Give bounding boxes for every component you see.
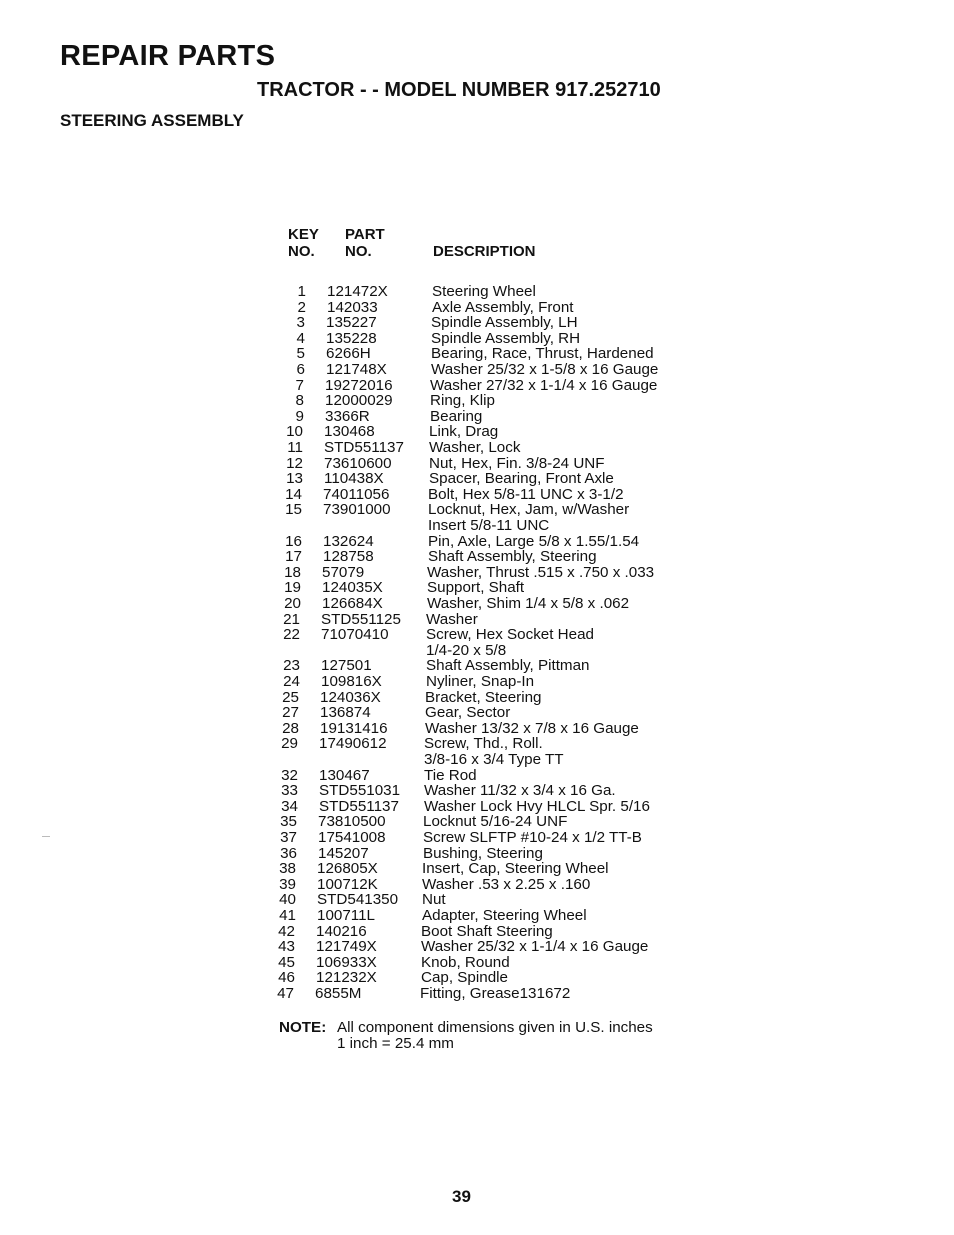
table-row — [279, 907, 702, 924]
part-number: 3366R — [325, 407, 370, 425]
part-description: Cap, Spindle — [421, 969, 508, 987]
part-header-line2: NO. — [345, 243, 372, 260]
part-number: 142033 — [327, 298, 378, 316]
part-description: Shaft Assembly, Pittman — [426, 657, 590, 675]
table-row — [282, 783, 702, 799]
part-number: 135228 — [326, 329, 377, 347]
key-number: 7 — [295, 376, 304, 394]
table-row — [282, 705, 702, 721]
table-row — [282, 393, 702, 409]
key-number: 45 — [278, 953, 295, 971]
table-row — [282, 736, 702, 752]
table-row — [282, 315, 702, 331]
table-row — [282, 565, 702, 581]
part-number: 110438X — [324, 470, 384, 488]
table-row — [282, 658, 702, 674]
table-row — [282, 346, 702, 362]
part-number: 74011056 — [323, 485, 390, 503]
key-number: 28 — [282, 719, 299, 737]
part-description: Spacer, Bearing, Front Axle — [429, 470, 614, 488]
part-description: Locknut, Hex, Jam, w/Washer — [428, 501, 630, 519]
part-description: Bushing, Steering — [423, 844, 543, 862]
table-row — [282, 502, 702, 518]
table-row — [282, 300, 702, 316]
part-description: Washer, Lock — [429, 439, 521, 456]
key-number: 41 — [279, 907, 296, 924]
key-header-line1: KEY — [288, 226, 319, 243]
part-description: Axle Assembly, Front — [432, 298, 574, 316]
part-description: Screw, Thd., Roll. — [424, 735, 543, 753]
part-description-line2: 3/8-16 x 3/4 Type TT — [424, 751, 564, 768]
part-description: Shaft Assembly, Steering — [428, 548, 597, 566]
key-number: 23 — [283, 657, 300, 675]
note-line2: 1 inch = 25.4 mm — [337, 1035, 454, 1052]
part-number: 140216 — [316, 922, 367, 940]
key-number: 42 — [278, 922, 295, 940]
key-number: 3 — [296, 314, 305, 332]
part-description: Bracket, Steering — [425, 688, 542, 706]
key-number: 12 — [286, 454, 303, 472]
part-description: Adapter, Steering Wheel — [422, 907, 587, 924]
part-description: Pin, Axle, Large 5/8 x 1.55/1.54 — [428, 532, 640, 550]
key-number: 1 — [297, 283, 306, 300]
key-number: 5 — [296, 345, 305, 363]
part-description: Link, Drag — [429, 423, 499, 441]
key-number: 32 — [281, 766, 298, 784]
part-number: 130467 — [319, 766, 370, 784]
table-row — [279, 875, 702, 893]
model-heading: TRACTOR - - MODEL NUMBER 917.252710 — [257, 79, 661, 101]
part-header-line1: PART — [345, 226, 385, 243]
table-row — [278, 953, 702, 971]
part-number: 135227 — [326, 314, 377, 332]
part-description: Screw SLFTP #10-24 x 1/2 TT-B — [423, 829, 642, 846]
part-number: 73810500 — [318, 813, 386, 831]
note-line1: All component dimensions given in U.S. inches — [337, 1019, 653, 1036]
margin-mark — [42, 836, 50, 837]
table-row — [282, 814, 702, 830]
part-number: 121472X — [327, 283, 388, 300]
key-number: 29 — [281, 735, 298, 753]
part-number: 12000029 — [325, 392, 393, 410]
part-number: 136874 — [320, 704, 371, 722]
part-number: 109816X — [321, 673, 382, 690]
table-row — [282, 690, 702, 706]
part-number: 106933X — [316, 953, 377, 971]
table-row — [282, 768, 702, 784]
table-row — [278, 922, 702, 940]
key-number: 20 — [284, 595, 301, 612]
part-description: Bearing — [430, 407, 483, 425]
key-number: 6 — [296, 361, 305, 378]
table-row — [282, 471, 702, 487]
table-row — [282, 612, 702, 628]
part-description: Washer 25/32 x 1-1/4 x 16 Gauge — [421, 938, 649, 956]
key-number: 46 — [278, 969, 295, 987]
key-number: 10 — [286, 423, 303, 441]
key-number: 17 — [285, 548, 302, 566]
key-number: 34 — [281, 797, 298, 815]
part-description: Washer 27/32 x 1-1/4 x 16 Gauge — [430, 376, 658, 394]
table-row — [282, 362, 702, 378]
table-row — [277, 985, 702, 1002]
table-row — [282, 799, 702, 815]
table-row — [282, 549, 702, 565]
table-row — [279, 891, 702, 909]
table-row — [278, 969, 702, 987]
part-description: Fitting, Grease131672 — [420, 985, 571, 1002]
key-number: 9 — [295, 407, 304, 425]
part-description: Washer .53 x 2.25 x .160 — [422, 875, 591, 893]
table-row — [282, 409, 702, 425]
part-number: 124035X — [322, 579, 383, 597]
part-number: 6855M — [315, 985, 362, 1002]
table-row — [282, 721, 702, 737]
part-description: Washer 13/32 x 7/8 x 16 Gauge — [425, 719, 639, 737]
key-number: 37 — [280, 829, 297, 846]
part-description: Bearing, Race, Thrust, Hardened — [431, 345, 654, 363]
key-number: 15 — [285, 501, 302, 519]
table-row — [282, 284, 702, 300]
part-description: Washer 11/32 x 3/4 x 16 Ga. — [424, 782, 616, 800]
table-row — [282, 424, 702, 440]
table-row — [279, 860, 702, 878]
key-number: 2 — [297, 298, 306, 316]
table-row — [282, 456, 702, 472]
part-number: STD551137 — [324, 439, 404, 456]
key-number: 25 — [282, 688, 299, 706]
page-title: REPAIR PARTS — [60, 40, 276, 72]
part-description: Support, Shaft — [427, 579, 525, 597]
part-description: Nut — [422, 891, 446, 909]
part-description: Bolt, Hex 5/8-11 UNC x 3-1/2 — [428, 485, 624, 503]
part-description: Gear, Sector — [425, 704, 511, 722]
part-number: 130468 — [324, 423, 375, 441]
part-description: Ring, Klip — [430, 392, 495, 410]
key-number: 35 — [280, 813, 297, 831]
note-label: NOTE: — [279, 1019, 327, 1036]
table-row — [282, 580, 702, 596]
key-number: 21 — [283, 610, 300, 628]
key-number: 24 — [283, 673, 300, 690]
key-number: 16 — [285, 532, 302, 550]
part-description: Washer, Thrust .515 x .750 x .033 — [427, 563, 655, 581]
table-row — [282, 846, 702, 862]
table-row — [282, 674, 702, 690]
part-number: 100712K — [317, 875, 378, 893]
section-heading: STEERING ASSEMBLY — [60, 111, 244, 130]
part-description: Washer 25/32 x 1-5/8 x 16 Gauge — [431, 361, 659, 378]
part-number: 132624 — [323, 532, 374, 550]
part-description-line2: 1/4-20 x 5/8 — [426, 641, 507, 659]
part-number: 128758 — [323, 548, 374, 566]
part-description: Spindle Assembly, RH — [431, 329, 581, 347]
part-number: STD541350 — [317, 891, 399, 909]
key-number: 11 — [287, 439, 303, 456]
page-number: 39 — [452, 1187, 471, 1206]
key-number: 14 — [285, 485, 302, 503]
part-number: 17490612 — [319, 735, 387, 753]
part-number: 121748X — [326, 361, 387, 378]
part-number: 57079 — [322, 563, 365, 581]
part-number: STD551031 — [319, 782, 401, 800]
key-number: 27 — [282, 704, 299, 722]
key-number: 13 — [286, 470, 303, 488]
part-description: Washer Lock Hvy HLCL Spr. 5/16 — [424, 797, 650, 815]
part-number: 17541008 — [318, 829, 386, 846]
table-row — [282, 440, 702, 456]
part-description: Knob, Round — [421, 953, 510, 971]
table-row — [282, 331, 702, 347]
part-number: STD551137 — [319, 797, 399, 815]
key-number: 33 — [281, 782, 298, 800]
part-description: Locknut 5/16-24 UNF — [423, 813, 568, 831]
key-number: 47 — [277, 985, 294, 1002]
part-description: Steering Wheel — [432, 283, 536, 300]
part-number: 71070410 — [321, 626, 389, 644]
part-number: 19131416 — [320, 719, 388, 737]
key-number: 38 — [279, 860, 296, 878]
part-number: 145207 — [318, 844, 369, 862]
key-number: 19 — [284, 579, 301, 597]
part-number: STD551125 — [321, 610, 401, 628]
part-number: 126805X — [317, 860, 378, 878]
part-number: 121232X — [316, 969, 377, 987]
part-description: Spindle Assembly, LH — [431, 314, 578, 332]
table-row — [278, 938, 702, 956]
part-description-line2: Insert 5/8-11 UNC — [428, 517, 550, 534]
part-number: 19272016 — [325, 376, 393, 394]
key-number: 4 — [296, 329, 305, 347]
part-number: 73901000 — [323, 501, 391, 519]
table-row — [282, 596, 702, 612]
table-row — [282, 487, 702, 503]
part-number: 124036X — [320, 688, 381, 706]
part-number: 127501 — [321, 657, 372, 675]
part-description: Tie Rod — [424, 766, 477, 784]
part-number: 73610600 — [324, 454, 392, 472]
part-description: Insert, Cap, Steering Wheel — [422, 860, 609, 878]
part-description: Nut, Hex, Fin. 3/8-24 UNF — [429, 454, 605, 472]
part-number: 126684X — [322, 595, 383, 612]
description-header: DESCRIPTION — [433, 243, 536, 260]
key-number: 36 — [280, 844, 297, 862]
key-number: 43 — [278, 938, 295, 956]
key-header-line2: NO. — [288, 243, 315, 260]
part-description: Washer, Shim 1/4 x 5/8 x .062 — [427, 595, 630, 612]
key-number: 18 — [284, 563, 301, 581]
key-number: 40 — [279, 891, 296, 909]
key-number: 39 — [279, 875, 296, 893]
key-number: 22 — [283, 626, 300, 644]
part-description: Screw, Hex Socket Head — [426, 626, 594, 644]
part-number: 121749X — [316, 938, 377, 956]
part-description: Boot Shaft Steering — [421, 922, 553, 940]
key-number: 8 — [295, 392, 304, 410]
part-number: 100711L — [317, 907, 375, 924]
table-row — [282, 378, 702, 394]
table-row — [282, 534, 702, 550]
table-row — [282, 830, 702, 846]
part-description: Nyliner, Snap-In — [426, 673, 535, 690]
table-row — [282, 627, 702, 643]
part-number: 6266H — [326, 345, 371, 363]
part-description: Washer — [426, 610, 478, 628]
